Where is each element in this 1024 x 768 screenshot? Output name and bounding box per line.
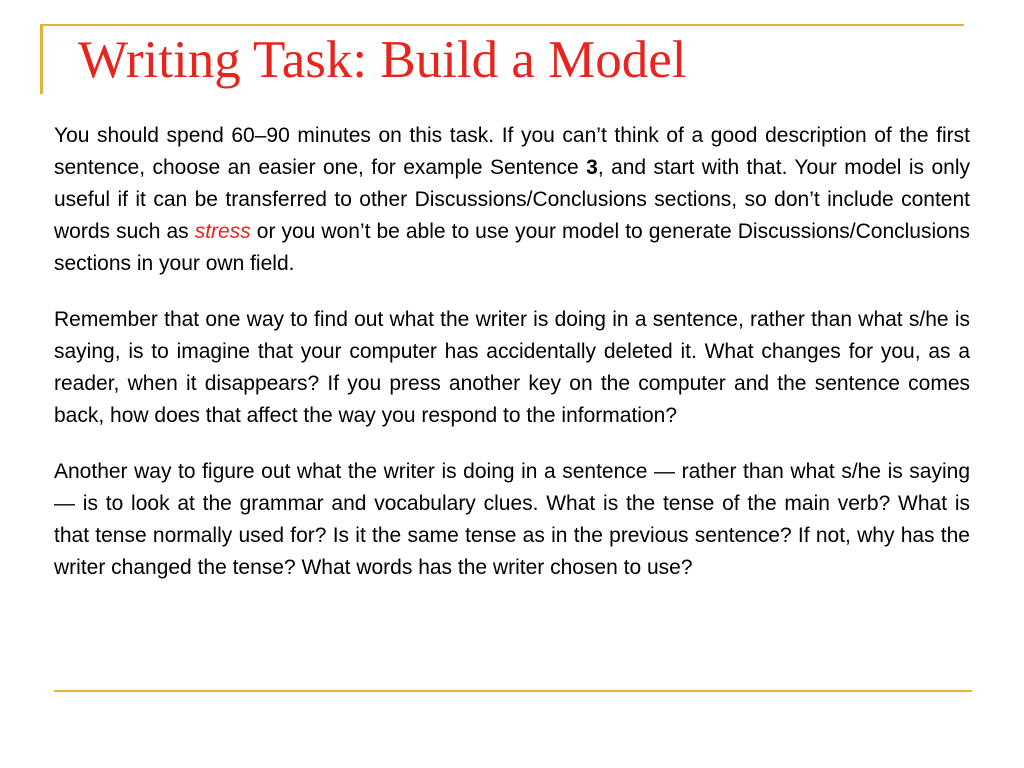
- paragraph-1-text-b: , and start with that. Your model is only useful if it can be transferred to other Discussions/Conclusions sections, so don’t include content words such as: [54, 156, 970, 243]
- paragraph-1-text-a: You should spend 60–90 minutes on this task. If you can’t think of a good description of the first sentence, choose an easier one, for example Sentence: [54, 124, 970, 179]
- slide-body: [54, 120, 970, 608]
- emphasized-word-stress: stress: [194, 220, 251, 243]
- footer-accent-rule: [54, 690, 972, 692]
- paragraph-deleted-sentence: Remember that one way to find out what the writer is doing in a sentence, rather than what s/he is saying, is to imagine that your computer has accidentally deleted it. What changes for you, as a reader, when it disappears? If you press another key on the computer and the sentence comes back, how does that affect the way you respond to the information?: [54, 308, 970, 427]
- paragraph-time-and-model: [54, 120, 970, 280]
- sentence-number: 3: [586, 156, 598, 179]
- paragraph-grammar-clues: Another way to figure out what the writer is doing in a sentence — rather than what s/he is saying — is to look at the grammar and vocabulary clues. What is the tense of the main verb? What is that tense normally used for? Is it the same tense as in the previous sentence? If not, why has the writer changed the tense? What words has the writer chosen to use?: [54, 460, 970, 579]
- slide-title: Writing Task: Build a Model: [78, 31, 687, 89]
- paragraph-1-text-c: or you won’t be able to use your model to generate Discussions/Conclusions sections in your own field.: [54, 220, 970, 275]
- title-accent-vertical-rule: [40, 24, 43, 94]
- title-accent-horizontal-rule: [40, 24, 964, 26]
